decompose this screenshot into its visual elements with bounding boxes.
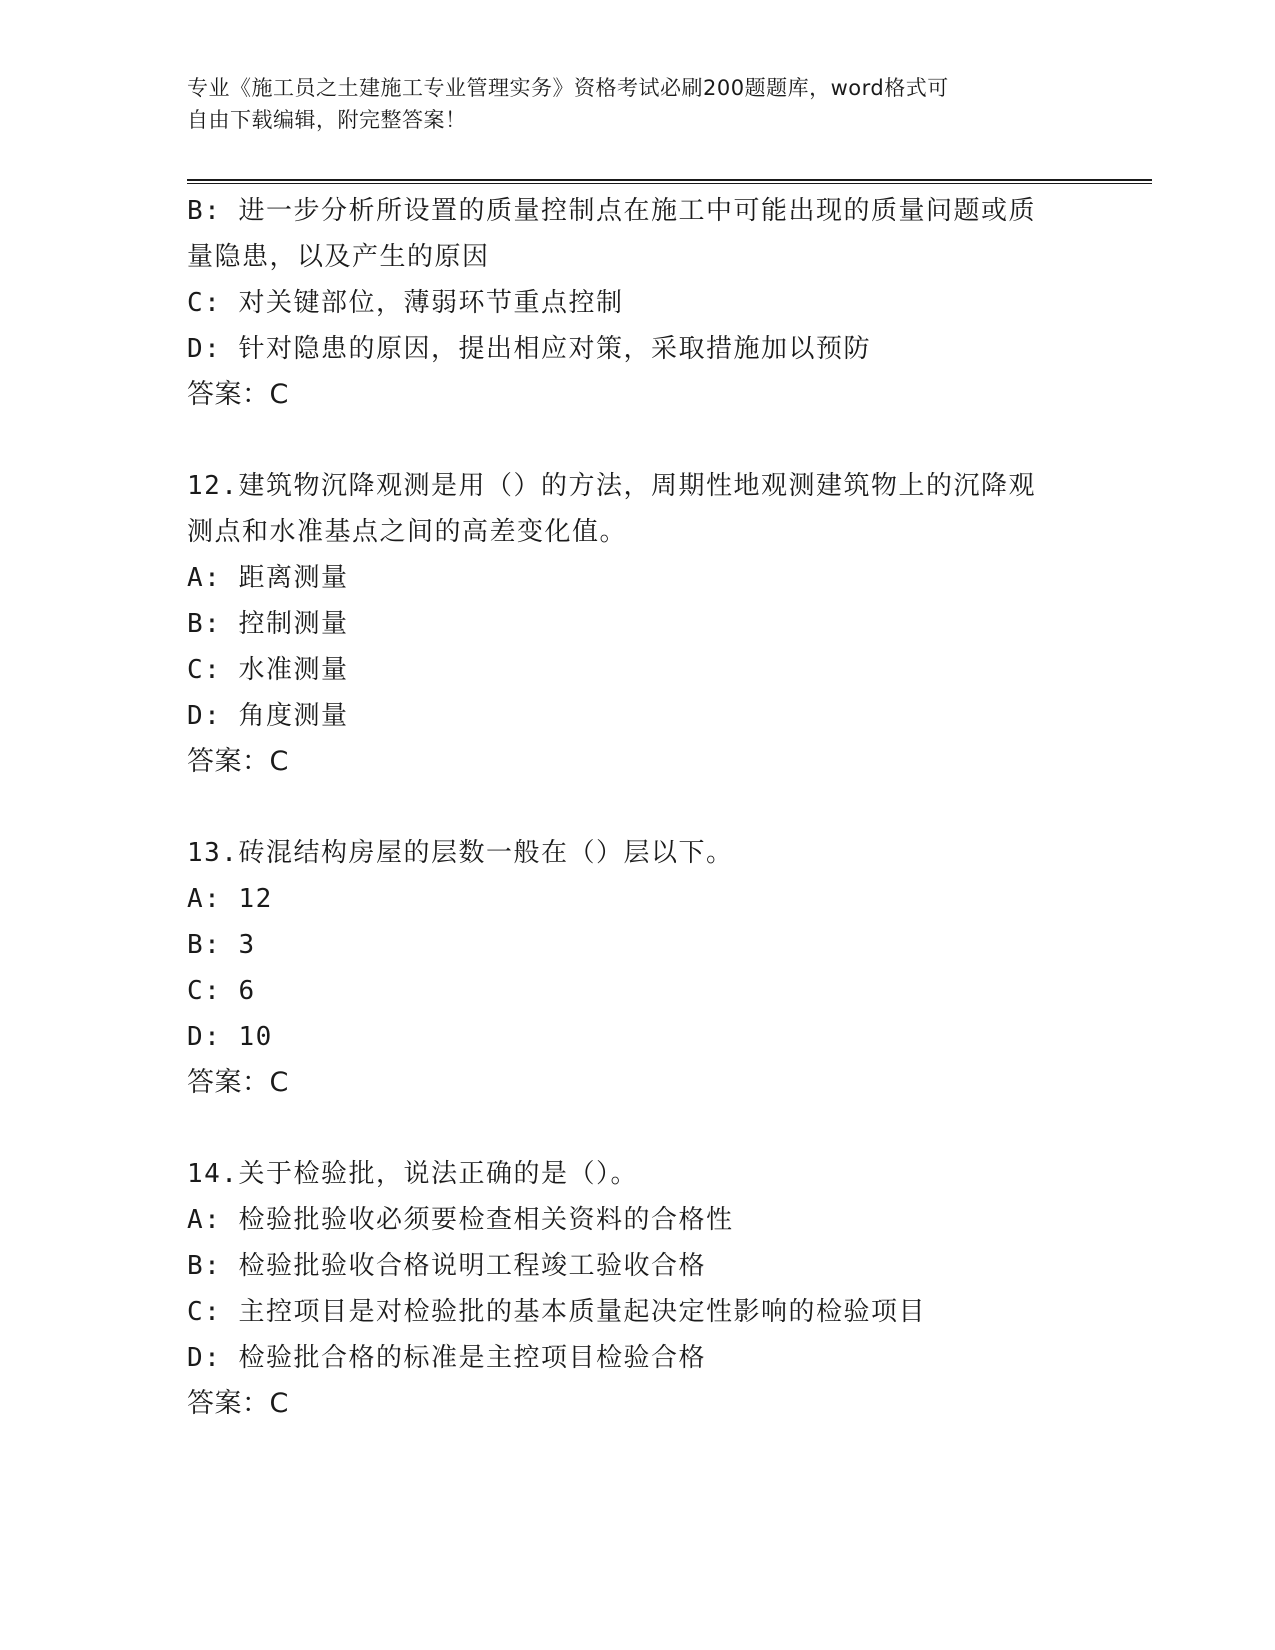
document-header xyxy=(187,72,1067,136)
option-b-line-1: B: 进一步分析所设置的质量控制点在施工中可能出现的质量问题或质 xyxy=(187,196,1036,226)
option-c: C: 对关键部位，薄弱环节重点控制 xyxy=(187,288,624,318)
question-stem-line-2: 测点和水准基点之间的高差变化值。 xyxy=(187,517,628,547)
option-b: B: 控制测量 xyxy=(187,609,349,639)
spacer xyxy=(187,785,1087,830)
option-d: D: 10 xyxy=(187,1022,273,1052)
answer: 答案：C xyxy=(187,746,289,777)
spacer xyxy=(187,418,1087,463)
option-d: D: 针对隐患的原因，提出相应对策，采取措施加以预防 xyxy=(187,334,871,364)
option-a: A: 检验批验收必须要检查相关资料的合格性 xyxy=(187,1205,734,1235)
option-c: C: 6 xyxy=(187,976,256,1006)
question-14 xyxy=(187,1151,1087,1427)
spacer xyxy=(187,1106,1087,1151)
header-divider-thick xyxy=(187,179,1152,181)
header-divider-thin xyxy=(187,183,1152,184)
question-stem: 13.砖混结构房屋的层数一般在（）层以下。 xyxy=(187,838,734,868)
option-c: C: 主控项目是对检验批的基本质量起决定性影响的检验项目 xyxy=(187,1297,926,1327)
option-b: B: 3 xyxy=(187,930,256,960)
option-b-line-2: 量隐患，以及产生的原因 xyxy=(187,242,490,272)
header-line-1: 专业《施工员之土建施工专业管理实务》资格考试必刷200题题库，word格式可 xyxy=(187,76,949,100)
question-13 xyxy=(187,830,1087,1106)
question-stem-line-1: 12.建筑物沉降观测是用（）的方法，周期性地观测建筑物上的沉降观 xyxy=(187,471,1036,501)
header-line-2: 自由下载编辑，附完整答案！ xyxy=(187,108,467,132)
question-12 xyxy=(187,463,1087,785)
option-a: A: 距离测量 xyxy=(187,563,349,593)
option-d: D: 检验批合格的标准是主控项目检验合格 xyxy=(187,1343,706,1373)
option-b: B: 检验批验收合格说明工程竣工验收合格 xyxy=(187,1251,706,1281)
answer: 答案：C xyxy=(187,379,289,410)
question-list xyxy=(187,188,1087,1427)
option-c: C: 水准测量 xyxy=(187,655,349,685)
option-a: A: 12 xyxy=(187,884,273,914)
answer: 答案：C xyxy=(187,1388,289,1419)
question-11 xyxy=(187,188,1087,418)
option-d: D: 角度测量 xyxy=(187,701,349,731)
answer: 答案：C xyxy=(187,1067,289,1098)
question-stem: 14.关于检验批，说法正确的是（）。 xyxy=(187,1159,638,1189)
